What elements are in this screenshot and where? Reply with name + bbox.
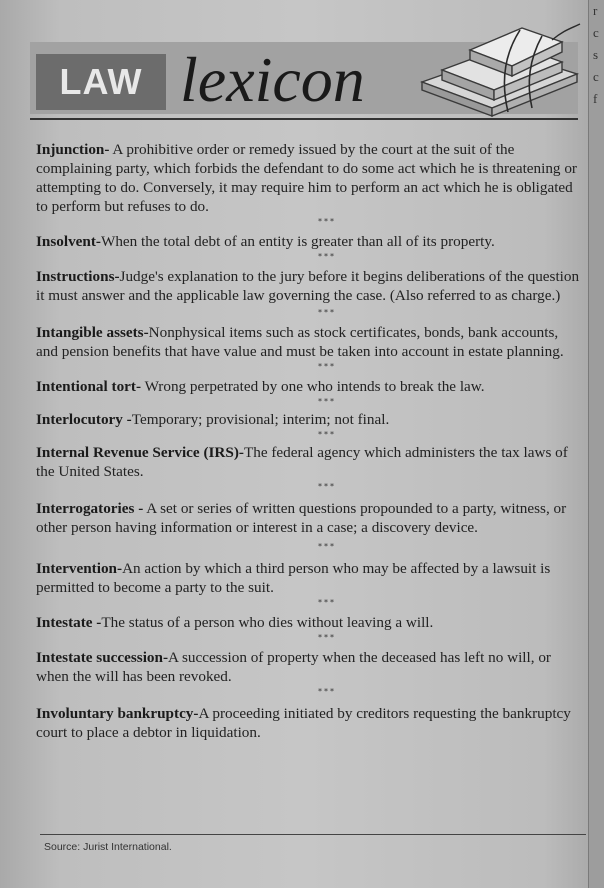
- side-letter: s: [593, 47, 599, 62]
- entry-term: Intestate -: [36, 614, 102, 631]
- side-letter: c: [593, 69, 599, 84]
- entry-intestate-succession: [36, 648, 582, 686]
- books-illustration: [412, 12, 582, 120]
- separator: ***: [318, 217, 336, 226]
- entry-definition: A set or series of written questions propounded to a party, witness, or other person having information or interest in a case; a discovery device.: [36, 500, 567, 536]
- entry-definition: A proceeding initiated by creditors requesting the bankruptcy court to place a debtor in liquidation.: [36, 705, 571, 741]
- entry-definition: The status of a person who dies without leaving a will.: [101, 614, 434, 631]
- separator: ***: [318, 542, 336, 551]
- entry-internal-revenue-service: [36, 443, 582, 481]
- entry-term: Insolvent-: [36, 233, 101, 250]
- separator: ***: [318, 308, 336, 317]
- side-letter: c: [593, 25, 599, 40]
- glossary-body: [36, 140, 582, 742]
- entry-definition: The federal agency which administers the tax laws of the United States.: [36, 444, 568, 480]
- separator: ***: [318, 633, 336, 642]
- side-letter: r: [593, 3, 598, 18]
- entry-involuntary-bankruptcy: [36, 704, 582, 742]
- entry-intestate: [36, 613, 582, 632]
- entry-definition: Nonphysical items such as stock certificates, bonds, bank accounts, and pension benefits that have value and must be taken into account in estate planning.: [36, 324, 564, 360]
- entry-term: Intestate succession-: [36, 649, 169, 666]
- entry-definition: When the total debt of an entity is greater than all of its property.: [100, 233, 495, 250]
- entry-instructions: [36, 267, 582, 305]
- side-letter: f: [593, 91, 598, 106]
- entry-intervention: [36, 559, 582, 597]
- entry-term: Involuntary bankruptcy-: [36, 705, 199, 722]
- entry-definition: Temporary; provisional; interim; not final.: [131, 411, 390, 428]
- entry-injunction: [36, 140, 582, 216]
- separator: ***: [318, 362, 336, 371]
- separator: ***: [318, 482, 336, 491]
- entry-term: Intentional tort-: [36, 378, 142, 395]
- entry-term: Interlocutory -: [36, 411, 132, 428]
- entry-definition: An action by which a third person who may be affected by a lawsuit is permitted to become a party to the suit.: [36, 560, 551, 596]
- entry-definition: Wrong perpetrated by one who intends to break the law.: [141, 378, 485, 395]
- header-title: lexicon: [180, 44, 365, 115]
- entry-term: Interrogatories -: [36, 500, 144, 517]
- separator: ***: [318, 397, 336, 406]
- entry-definition: A prohibitive order or remedy issued by the court at the suit of the complaining party, which forbids the defendant to do some act which he is threatening or attempting to do. Conversely, it may require him to perform an act which he is obligated to perform but refuses to do.: [36, 141, 577, 215]
- separator: ***: [318, 598, 336, 607]
- adjacent-column-edge: [588, 0, 604, 888]
- law-tag: LAW: [36, 54, 166, 110]
- entry-term: Intervention-: [36, 560, 123, 577]
- entry-term: Injunction-: [36, 141, 110, 158]
- separator: ***: [318, 687, 336, 696]
- source-credit: Source: Jurist International.: [44, 841, 172, 853]
- entry-definition: Judge's explanation to the jury before it begins deliberations of the question it must answer and the applicable law governing the case. (Also referred to as charge.): [36, 268, 580, 304]
- source-divider: [40, 834, 586, 835]
- entry-term: Internal Revenue Service (IRS)-: [36, 444, 244, 461]
- column-header: [30, 42, 578, 120]
- separator: ***: [318, 430, 336, 439]
- entry-intangible-assets: [36, 323, 582, 361]
- separator: ***: [318, 252, 336, 261]
- entry-interrogatories: [36, 499, 582, 537]
- entry-term: Intangible assets-: [36, 324, 149, 341]
- entry-interlocutory: [36, 410, 582, 429]
- entry-intentional-tort: [36, 377, 582, 396]
- entry-term: Instructions-: [36, 268, 120, 285]
- entry-definition: A succession of property when the deceased has left no will, or when the will has been revoked.: [36, 649, 551, 685]
- entry-insolvent: [36, 232, 582, 251]
